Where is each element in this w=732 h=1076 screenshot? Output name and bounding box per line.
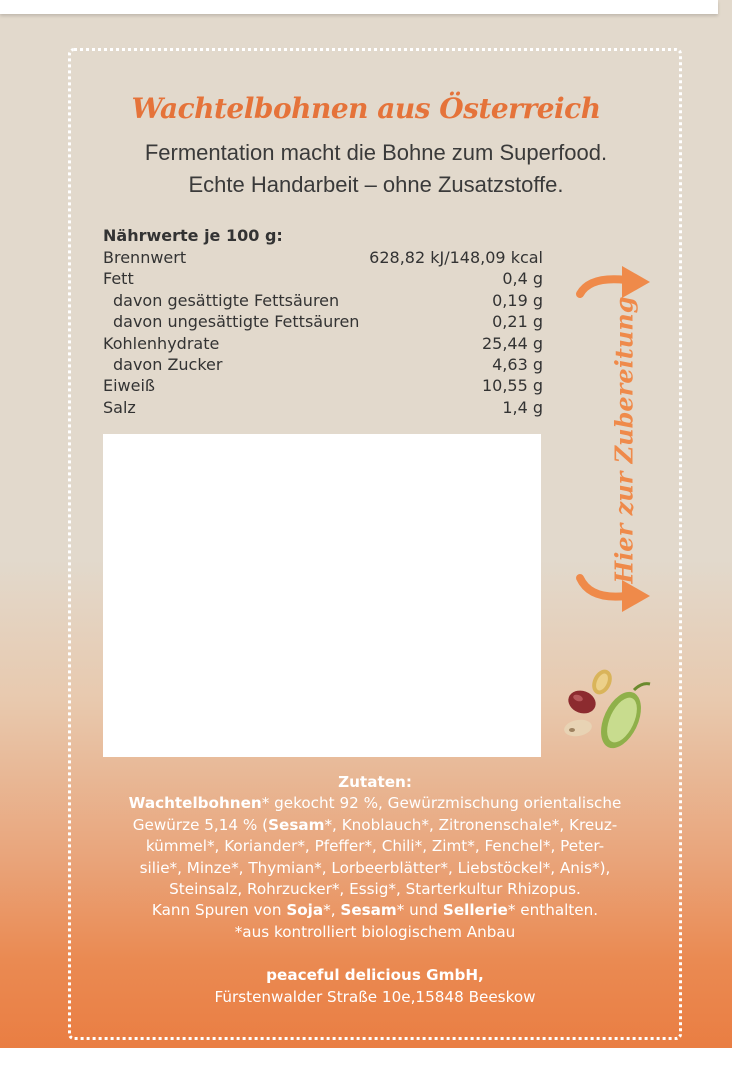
top-white-strip <box>0 0 718 14</box>
nutrition-value: 628,82 kJ/148,09 kcal <box>369 248 543 267</box>
ingredients-line: silie*, Minze*, Thymian*, Lorbeerblätter*, Liebstöckel*, Anis*), <box>139 858 611 877</box>
allergen-highlight: Wachtelbohnen <box>128 794 262 813</box>
ingredients-line: *aus kontrolliert biologischem Anbau <box>234 922 516 941</box>
ingredients-line <box>90 793 660 814</box>
ingredients-fragment: *, <box>323 901 341 920</box>
preparation-link[interactable]: Hier zur Zubereitung <box>609 296 639 584</box>
nutrition-table <box>103 226 543 418</box>
nutrition-value: 1,4 g <box>502 397 543 417</box>
nutrition-name: Fett <box>103 269 134 289</box>
nutrition-name: davon gesättigte Fettsäuren <box>113 290 340 310</box>
ingredients-line: kümmel*, Koriander*, Pfeffer*, Chili*, Zimt*, Fenchel*, Peter- <box>145 837 605 856</box>
ingredients-fragment: Kann Spuren von <box>151 901 287 920</box>
nutrition-name: Eiweiß <box>103 376 156 396</box>
subtitle-line-1: Fermentation macht die Bohne zum Superfood. <box>144 140 608 165</box>
ingredients-line <box>90 815 660 836</box>
beans-illustration-icon <box>556 660 656 760</box>
allergen-highlight: Soja <box>286 901 324 920</box>
nutrition-row <box>103 268 543 289</box>
nutrition-row <box>103 397 543 418</box>
company-name: peaceful delicious GmbH, <box>266 966 484 984</box>
nutrition-row <box>103 311 543 332</box>
nutrition-row <box>103 333 543 354</box>
allergen-highlight: Sesam <box>268 815 325 834</box>
ingredients-line: Steinsalz, Rohrzucker*, Essig*, Starterkultur Rhizopus. <box>169 880 581 899</box>
nutrition-value: 25,44 g <box>481 333 543 353</box>
nutrition-name: davon Zucker <box>113 355 223 375</box>
nutrition-value: 0,19 g <box>492 290 543 310</box>
ingredients-text <box>90 772 660 943</box>
product-title: Wachtelbohnen aus Österreich <box>131 92 601 125</box>
nutrition-name: Brennwert <box>103 248 187 267</box>
arrow-up-icon <box>580 266 650 298</box>
ingredients-fragment: * und <box>396 901 443 920</box>
ingredients-fragment: * gekocht 92 %, Gewürzmischung orientalische <box>261 794 622 813</box>
nutrition-value: 0,21 g <box>492 312 543 332</box>
nutrition-row <box>103 375 543 396</box>
subtitle-line-2: Echte Handarbeit – ohne Zusatzstoffe. <box>188 172 564 197</box>
ingredients-heading: Zutaten: <box>338 773 412 791</box>
blank-white-box <box>103 434 541 757</box>
ingredients-fragment: *, Knoblauch*, Zitronenschale*, Kreuz- <box>324 815 618 834</box>
nutrition-value: 0,4 g <box>502 269 543 289</box>
allergen-highlight: Sesam <box>340 901 397 920</box>
nutrition-row <box>103 290 543 311</box>
company-address: Fürstenwalder Straße 10e,15848 Beeskow <box>214 988 536 1006</box>
nutrition-heading: Nährwerte je 100 g: <box>103 226 283 245</box>
nutrition-value: 10,55 g <box>481 376 543 396</box>
allergen-highlight: Sellerie <box>442 901 508 920</box>
nutrition-name: Kohlenhydrate <box>103 333 220 353</box>
nutrition-name: Salz <box>103 397 136 417</box>
nutrition-row <box>103 247 543 268</box>
ingredients-fragment: * enthalten. <box>507 901 599 920</box>
ingredients-fragment: Gewürze 5,14 % ( <box>132 815 269 834</box>
nutrition-value: 4,63 g <box>492 355 543 375</box>
nutrition-row <box>103 354 543 375</box>
nutrition-name: davon ungesättigte Fettsäuren <box>113 312 360 332</box>
bottom-white-strip <box>0 1048 732 1076</box>
ingredients-line <box>90 900 660 921</box>
